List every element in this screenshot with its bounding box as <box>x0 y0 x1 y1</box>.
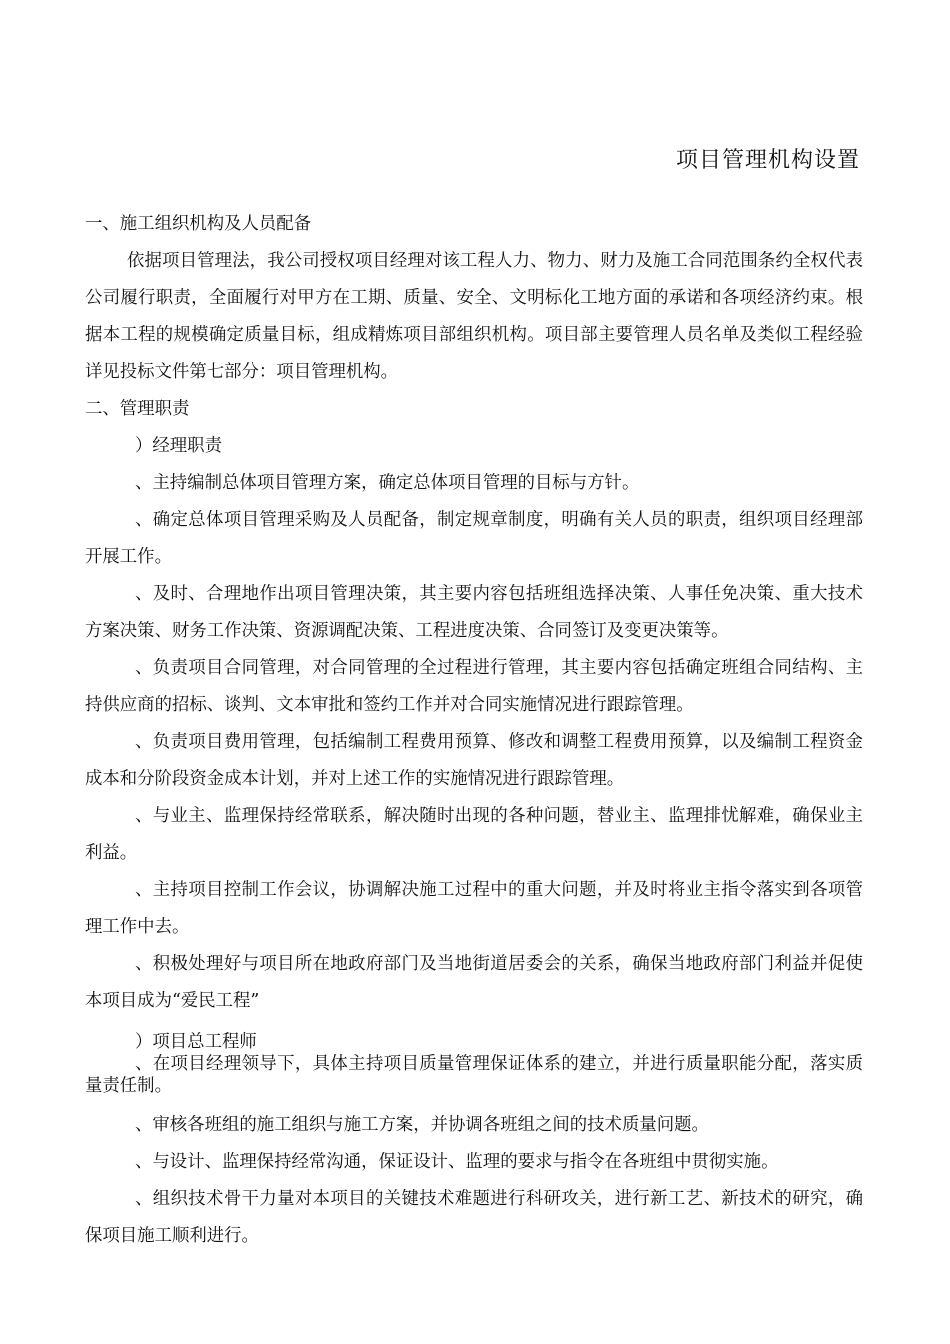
list-item: 、积极处理好与项目所在地政府部门及当地街道居委会的关系，确保当地政府部门利益并促使本项目成为“爱民工程” <box>85 954 863 1011</box>
section-paragraph-organization: 依据项目管理法，我公司授权项目经理对该工程人力、物力、财力及施工合同范围条约全权代表公司履行职责，全面履行对甲方在工期、质量、安全、文明标化工地方面的承诺和各项经济约束。根据本工程的规模确定质量目标，组成精炼项目部组织机构。项目部主要管理人员名单及类似工程经验详见投标文件第七部分：项目管理机构。 <box>85 251 863 382</box>
list-item: 、审核各班组的施工组织与施工方案，并协调各班组之间的技术质量问题。 <box>135 1115 709 1135</box>
list-item: 、确定总体项目管理采购及人员配备，制定规章制度，明确有关人员的职责，组织项目经理部开展工作。 <box>85 510 863 567</box>
list-item: 、负责项目合同管理，对合同管理的全过程进行管理，其主要内容包括确定班组合同结构、主持供应商的招标、谈判、文本审批和签约工作并对合同实施情况进行跟踪管理。 <box>85 658 863 715</box>
subsection-heading-manager: ）经理职责 <box>135 436 222 456</box>
page-title: 项目管理机构设置 <box>675 148 860 173</box>
list-item: 、与业主、监理保持经常联系，解决随时出现的各种问题，替业主、监理排忧解难，确保业主利益。 <box>85 806 863 863</box>
list-item: 、在项目经理领导下，具体主持项目质量管理保证体系的建立，并进行质量职能分配，落实质量责任制。 <box>85 1054 863 1096</box>
list-item: 、组织技术骨干力量对本项目的关键技术难题进行科研攻关，进行新工艺、新技术的研究，确保项目施工顺利进行。 <box>85 1189 863 1246</box>
section-heading-responsibilities: 二、管理职责 <box>85 399 190 419</box>
document-body <box>85 206 863 1255</box>
subsection-heading-chief-engineer: ）项目总工程师 <box>135 1032 257 1052</box>
list-item: 、主持编制总体项目管理方案，确定总体项目管理的目标与方针。 <box>135 473 640 493</box>
section-heading-organization: 一、施工组织机构及人员配备 <box>85 214 312 234</box>
list-item: 、负责项目费用管理，包括编制工程费用预算、修改和调整工程费用预算，以及编制工程资金成本和分阶段资金成本计划，并对上述工作的实施情况进行跟踪管理。 <box>85 732 863 789</box>
list-item: 、主持项目控制工作会议，协调解决施工过程中的重大问题，并及时将业主指令落实到各项管理工作中去。 <box>85 880 863 937</box>
list-item: 、及时、合理地作出项目管理决策，其主要内容包括班组选择决策、人事任免决策、重大技术方案决策、财务工作决策、资源调配决策、工程进度决策、合同签订及变更决策等。 <box>85 584 863 641</box>
list-item: 、与设计、监理保持经常沟通，保证设计、监理的要求与指令在各班组中贯彻实施。 <box>135 1152 779 1172</box>
